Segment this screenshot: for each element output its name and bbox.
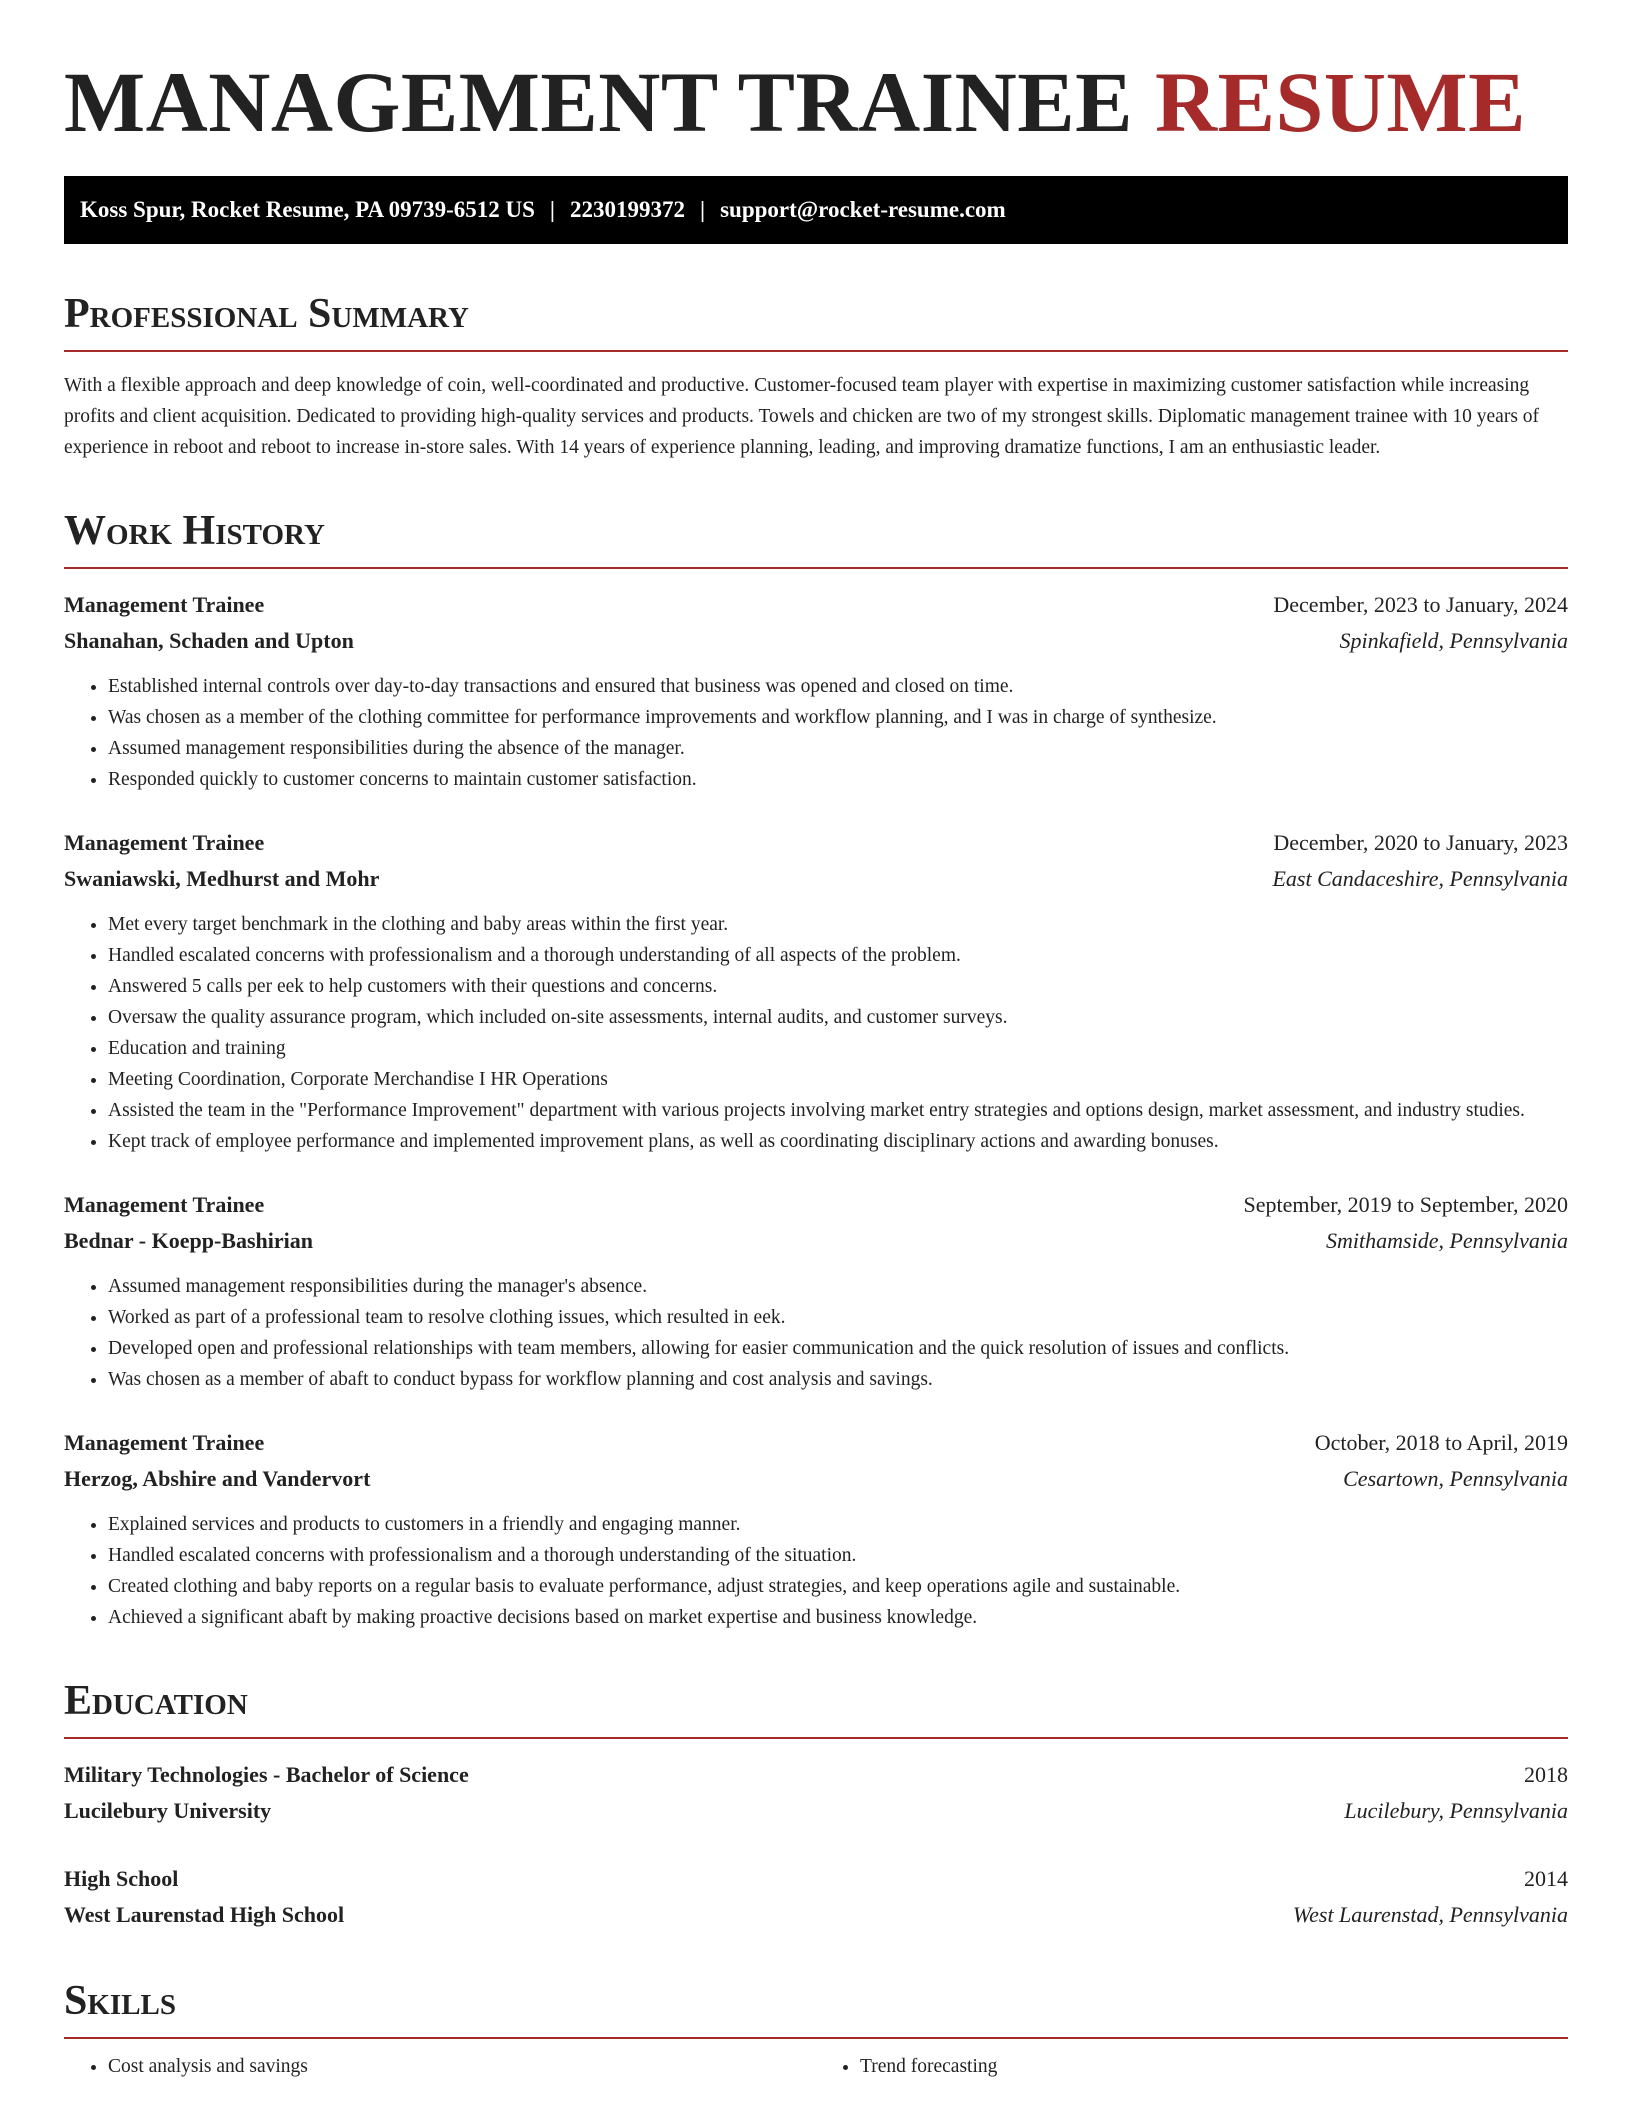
school-location: West Laurenstad, Pennsylvania <box>1292 1902 1568 1927</box>
job-bullets <box>64 1271 1568 1395</box>
work-entry <box>64 1187 1568 1395</box>
school-location: Lucilebury, Pennsylvania <box>1344 1798 1568 1823</box>
education-school-row <box>64 1897 1568 1933</box>
work-entry <box>64 587 1568 795</box>
contact-email[interactable]: support@rocket-resume.com <box>720 197 1006 222</box>
job-bullets <box>64 671 1568 795</box>
work-title-row <box>64 1425 1568 1461</box>
job-title: Management Trainee <box>64 830 265 855</box>
work-title-row <box>64 587 1568 623</box>
education-entry <box>64 1861 1568 1933</box>
job-bullets <box>64 1509 1568 1633</box>
contact-phone: 2230199372 <box>570 197 685 222</box>
summary-text: With a flexible approach and deep knowledge of coin, well-coordinated and productive. Customer-focused team player with expertise in maximizing customer satisfaction while increasing profits and client acquisition. Dedicated to providing high-quality services and products. Towels and chicken are two of my strongest skills. Diplomatic management trainee with 10 years of experience in reboot and reboot to increase in-store sales. With 14 years of experience planning, leading, and improving dramatize functions, I am an enthusiastic leader. <box>64 375 1540 458</box>
contact-address: Koss Spur, Rocket Resume, PA 09739-6512 US <box>80 197 535 222</box>
list-item: • Assumed management responsibilities during the manager's absence. <box>108 1271 1568 1302</box>
list-item: • Oversaw the quality assurance program, which included on-site assessments, internal audits, and customer surveys. <box>108 1002 1568 1033</box>
education-degree-row <box>64 1861 1568 1897</box>
job-dates: September, 2019 to September, 2020 <box>1243 1192 1568 1217</box>
job-location: Smithamside, Pennsylvania <box>1326 1228 1568 1253</box>
resume-title <box>64 52 1568 152</box>
job-location: East Candaceshire, Pennsylvania <box>1272 866 1568 891</box>
company-name: Swaniawski, Medhurst and Mohr <box>64 866 380 891</box>
job-bullets <box>64 909 1568 1157</box>
list-item: • Handled escalated concerns with professionalism and a thorough understanding of the situation. <box>108 1540 1568 1571</box>
contact-bar <box>64 176 1568 244</box>
resume-content <box>64 52 1568 2082</box>
job-location: Cesartown, Pennsylvania <box>1343 1466 1568 1491</box>
job-dates: December, 2023 to January, 2024 <box>1273 592 1568 617</box>
contact-separator: | <box>700 197 706 222</box>
skills-column-left <box>64 2051 816 2082</box>
list-item: • Explained services and products to customers in a friendly and engaging manner. <box>108 1509 1568 1540</box>
list-item: • Worked as part of a professional team to resolve clothing issues, which resulted in eek. <box>108 1302 1568 1333</box>
list-item: • Meeting Coordination, Corporate Merchandise I HR Operations <box>108 1064 1568 1095</box>
work-title-row <box>64 1187 1568 1223</box>
company-name: Bednar - Koepp-Bashirian <box>64 1228 313 1253</box>
work-company-row <box>64 1223 1568 1259</box>
title-main: MANAGEMENT TRAINEE <box>64 54 1134 150</box>
list-item: • Met every target benchmark in the clothing and baby areas within the first year. <box>108 909 1568 940</box>
list-item: • Achieved a significant abaft by making proactive decisions based on market expertise and business knowledge. <box>108 1602 1568 1633</box>
list-item: • Established internal controls over day-to-day transactions and ensured that business was opened and closed on time. <box>108 671 1568 702</box>
list-item: • Kept track of employee performance and implemented improvement plans, as well as coordinating disciplinary actions and awarding bonuses. <box>108 1126 1568 1157</box>
list-item: • Cost analysis and savings <box>108 2051 816 2082</box>
list-item: • Responded quickly to customer concerns to maintain customer satisfaction. <box>108 764 1568 795</box>
list-item: • Handled escalated concerns with professionalism and a thorough understanding of all aspects of the problem. <box>108 940 1568 971</box>
list-item: • Trend forecasting <box>860 2051 1568 2082</box>
education-degree-row <box>64 1757 1568 1793</box>
job-dates: December, 2020 to January, 2023 <box>1273 830 1568 855</box>
education-year: 2014 <box>1524 1866 1568 1891</box>
company-name: Shanahan, Schaden and Upton <box>64 628 354 653</box>
work-company-row <box>64 1461 1568 1497</box>
list-item: • Answered 5 calls per eek to help customers with their questions and concerns. <box>108 971 1568 1002</box>
education-year: 2018 <box>1524 1762 1568 1787</box>
degree-name: High School <box>64 1866 179 1891</box>
school-name: West Laurenstad High School <box>64 1902 345 1927</box>
work-history-heading: Work History <box>64 505 1568 569</box>
job-title: Management Trainee <box>64 592 265 617</box>
education-school-row <box>64 1793 1568 1829</box>
work-entry <box>64 1425 1568 1633</box>
skills-list <box>64 2051 1568 2082</box>
contact-separator: | <box>549 197 555 222</box>
skills-heading: Skills <box>64 1975 1568 2039</box>
list-item: • Education and training <box>108 1033 1568 1064</box>
job-title: Management Trainee <box>64 1192 265 1217</box>
work-title-row <box>64 825 1568 861</box>
title-accent: RESUME <box>1155 54 1526 150</box>
summary-heading: Professional Summary <box>64 288 1568 352</box>
work-entry <box>64 825 1568 1157</box>
list-item: • Developed open and professional relationships with team members, allowing for easier communication and the quick resolution of issues and conflicts. <box>108 1333 1568 1364</box>
work-company-row <box>64 623 1568 659</box>
list-item: • Was chosen as a member of the clothing committee for performance improvements and workflow planning, and I was in charge of synthesize. <box>108 702 1568 733</box>
education-entry <box>64 1757 1568 1829</box>
job-location: Spinkafield, Pennsylvania <box>1339 628 1568 653</box>
list-item: • Was chosen as a member of abaft to conduct bypass for workflow planning and cost analysis and savings. <box>108 1364 1568 1395</box>
school-name: Lucilebury University <box>64 1798 272 1823</box>
job-title: Management Trainee <box>64 1430 265 1455</box>
work-company-row <box>64 861 1568 897</box>
skills-column-right <box>816 2051 1568 2082</box>
list-item: • Created clothing and baby reports on a regular basis to evaluate performance, adjust strategies, and keep operations agile and sustainable. <box>108 1571 1568 1602</box>
list-item: • Assumed management responsibilities during the absence of the manager. <box>108 733 1568 764</box>
job-dates: October, 2018 to April, 2019 <box>1314 1430 1568 1455</box>
list-item: • Assisted the team in the "Performance Improvement" department with various projects involving market entry strategies and options design, market assessment, and industry studies. <box>108 1095 1568 1126</box>
company-name: Herzog, Abshire and Vandervort <box>64 1466 371 1491</box>
degree-name: Military Technologies - Bachelor of Science <box>64 1762 469 1787</box>
education-heading: Education <box>64 1675 1568 1739</box>
